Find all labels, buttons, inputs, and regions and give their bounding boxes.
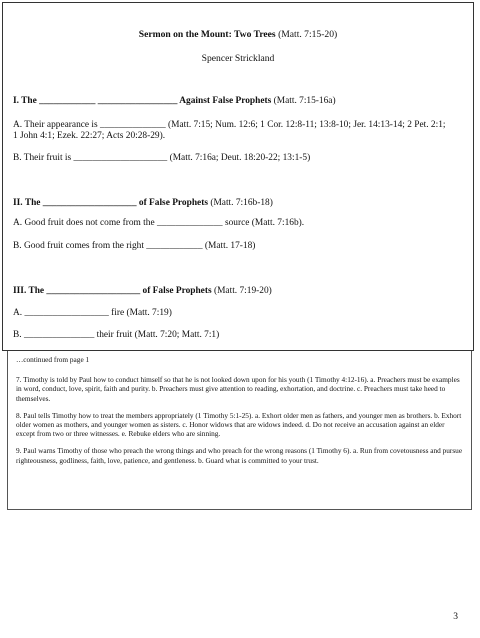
- outline-box: [2, 2, 474, 351]
- page-title: [3, 29, 473, 40]
- section-2-point-b: B. Good fruit comes from the right ____________ (Matt. 17-18): [13, 241, 256, 251]
- section-3-point-b: B. _______________ their fruit (Matt. 7:20; Matt. 7:1): [13, 330, 220, 340]
- section-3-point-a: A. __________________ fire (Matt. 7:19): [13, 308, 172, 318]
- continued-item-9: 9. Paul warns Timothy of those who preach the wrong things and who preach for the wrong reasons (1 Timothy 6). a. Run from covetousness and pursue righteousness, godliness, faith, love, patience, and gentleness. b. Guard what is committed to your trust.: [16, 446, 463, 465]
- continued-item-8: 8. Paul tells Timothy how to treat the members appropriately (1 Timothy 5:1-25). a. Exhort older men as fathers, and younger men as brothers. b. Exhort older women as mothers, and younger women as sisters. c. Honor widows that are widows indeed. d. Do not receive an accusation against an elder except from two or three witnesses. e. Rebuke elders who are sinning.: [16, 410, 462, 439]
- title-ref: (Matt. 7:15-20): [278, 29, 338, 40]
- section-1-point-b: B. Their fruit is ____________________ (Matt. 7:16a; Deut. 18:20-22; 13:1-5): [13, 153, 311, 163]
- author: Spencer Strickland: [201, 53, 275, 64]
- section-3-heading: III. The ____________________ of False Prophets (Matt. 7:19-20): [13, 286, 272, 296]
- page-number: 3: [453, 612, 458, 622]
- section-1-heading: I. The ____________ _________________ Against False Prophets (Matt. 7:15-16a): [13, 96, 336, 106]
- continued-item-7: 7. Timothy is told by Paul how to conduct himself so that he is not looked down upon for his youth (1 Timothy 4:12-16). a. Preachers must be examples in word, conduct, love, spirit, faith and purity. b. Preachers must give attention to reading, exhortation, and doctrine. c. Preachers must take heed to themselves.: [16, 375, 460, 403]
- section-1-point-a: A. Their appearance is ______________ (Matt. 7:15; Num. 12:6; 1 Cor. 12:8-11; 13:8-10; Jer. 14:13-14; 2 Pet. 2:1; 1 John 4:1; Ezek. 22:27; Acts 20:28-29).: [13, 120, 446, 141]
- section-2-point-a: A. Good fruit does not come from the ______________ source (Matt. 7:16b).: [13, 218, 305, 228]
- title-main: Sermon on the Mount: Two Trees: [138, 29, 276, 40]
- continued-label: …continued from page 1: [16, 355, 90, 364]
- section-2-heading: II. The ____________________ of False Prophets (Matt. 7:16b-18): [13, 198, 273, 208]
- continued-box: [7, 351, 472, 510]
